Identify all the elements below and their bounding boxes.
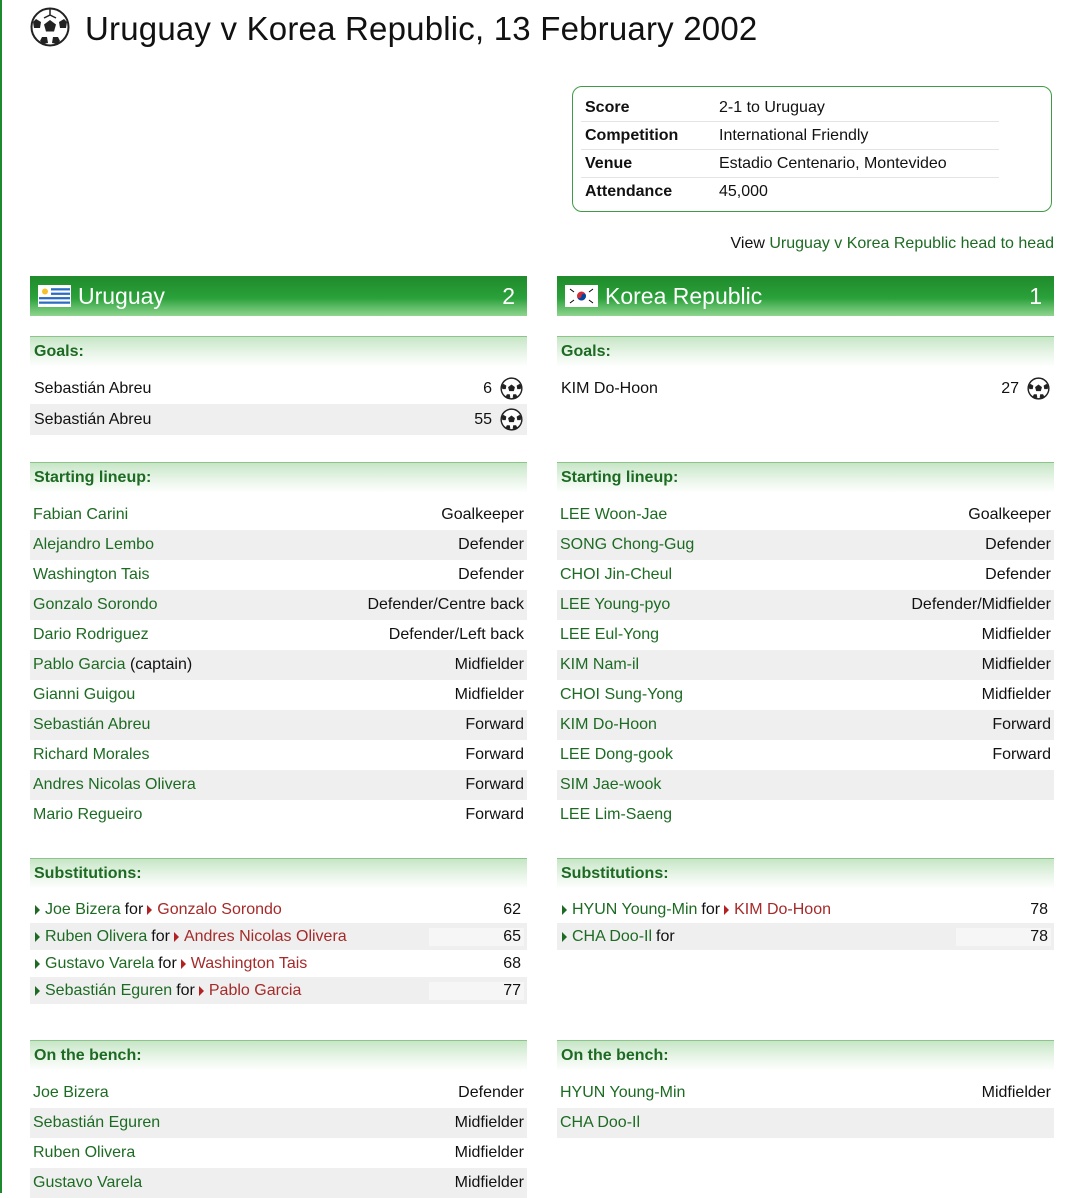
sub-out-arrow-icon [724,905,729,915]
substitution-row [30,950,527,977]
player-link[interactable]: Andres Nicolas Olivera [33,776,196,793]
page-header [30,8,757,50]
match-info-value: Estadio Centenario, Montevideo [715,150,999,178]
sub-out-arrow-icon [199,986,204,996]
sub-in-arrow-icon [562,905,567,915]
player-link[interactable]: KIM Nam-il [560,656,640,673]
match-info-value: 2-1 to Uruguay [715,94,999,122]
sub-in-player-link[interactable]: Sebastián Eguren [45,981,173,999]
player-link[interactable]: SONG Chong-Gug [560,536,695,553]
team-column-korea [557,276,1054,1138]
goal-scorer: Sebastián Abreu [34,410,152,428]
lineup-row [557,590,1054,620]
bench-player-link[interactable]: CHA Doo-Il [560,1114,641,1131]
sub-in-arrow-icon [35,986,40,996]
sub-for-label: for [176,981,195,999]
lineup-row [30,620,527,650]
sub-minute: 62 [503,900,521,918]
player-position: Midfielder [981,686,1051,703]
goal-row [30,373,527,404]
substitutions-heading: Substitutions: [557,858,1054,889]
substitutions-heading: Substitutions: [30,858,527,889]
player-position: Midfielder [454,686,524,703]
sub-for-label: for [151,927,170,945]
lineup-row [557,530,1054,560]
player-link[interactable]: Gonzalo Sorondo [33,596,158,613]
goal-scorer: Sebastián Abreu [34,379,152,397]
match-info-value: 45,000 [719,182,768,200]
player-position: Defender/Left back [388,626,524,643]
bench-player-link[interactable]: Joe Bizera [33,1084,109,1101]
player-note: (captain) [125,656,193,673]
player-link[interactable]: LEE Woon-Jae [560,506,668,523]
head-to-head-prefix: View [730,235,770,252]
sub-for-label: for [158,954,177,972]
player-position: Defender [458,536,524,553]
bench-player-link[interactable]: Sebastián Eguren [33,1114,161,1131]
player-link[interactable]: Richard Morales [33,746,150,763]
sub-minute: 65 [429,928,524,946]
match-info-label: Score [581,94,715,122]
player-link[interactable]: Gianni Guigou [33,686,136,703]
player-position: Forward [992,746,1051,763]
starting-lineup-heading: Starting lineup: [30,462,527,493]
lineup-row [557,620,1054,650]
lineup-row [30,590,527,620]
bench-player-position: Midfielder [454,1144,524,1161]
bench-row [557,1078,1054,1108]
goal-minute: 6 [483,379,492,397]
football-icon [1027,377,1050,400]
bench-player-link[interactable]: Gustavo Varela [33,1174,143,1191]
player-position: Forward [465,806,524,823]
korea-flag-icon [565,285,598,307]
player-position: Defender [458,566,524,583]
match-info-value: International Friendly [715,122,999,150]
sub-out-player-link[interactable]: Gonzalo Sorondo [157,900,282,918]
lineup-row [557,710,1054,740]
starting-lineup-heading: Starting lineup: [557,462,1054,493]
player-position: Forward [465,716,524,733]
team-header-bar [30,276,527,316]
lineup-row [30,650,527,680]
player-position: Defender/Centre back [367,596,524,613]
substitution-row [30,977,527,1004]
sub-in-player-link[interactable]: Joe Bizera [45,900,121,918]
bench-row [30,1168,527,1198]
player-link[interactable]: LEE Lim-Saeng [560,806,673,823]
match-info-row [581,178,999,206]
player-link[interactable]: Washington Tais [33,566,150,583]
lineup-row [30,770,527,800]
sub-minute: 68 [503,954,521,972]
lineup-row [557,800,1054,830]
player-link[interactable]: LEE Young-pyo [560,596,671,613]
player-position: Midfielder [981,656,1051,673]
team-name: Korea Republic [605,282,763,309]
sub-out-arrow-icon [174,932,179,942]
lineup-row [30,560,527,590]
sub-minute: 77 [429,982,524,1000]
player-link[interactable]: CHOI Jin-Cheul [560,566,673,583]
uruguay-flag-icon [38,285,71,307]
goal-row [30,404,527,435]
team-header-bar [557,276,1054,316]
sub-out-player-link[interactable]: KIM Do-Hoon [734,900,831,918]
player-link[interactable]: Fabian Carini [33,506,129,523]
player-position: Midfielder [454,656,524,673]
sub-out-arrow-icon [147,905,152,915]
player-position: Goalkeeper [968,506,1051,523]
substitution-row [30,923,527,950]
substitution-row [557,896,1054,923]
player-link[interactable]: LEE Eul-Yong [560,626,660,643]
match-info-table [581,94,999,205]
goals-heading: Goals: [557,336,1054,367]
lineup-row [30,800,527,830]
goal-minute: 27 [1001,379,1019,397]
player-position: Defender [985,566,1051,583]
player-position: Midfielder [981,626,1051,643]
sub-in-arrow-icon [562,932,567,942]
bench-row [557,1108,1054,1138]
match-info-label: Venue [581,150,715,178]
player-link[interactable]: Pablo Garcia [33,656,126,673]
bench-row [30,1078,527,1108]
player-link[interactable]: KIM Do-Hoon [560,716,657,733]
player-link[interactable]: Dario Rodriguez [33,626,149,643]
team-name: Uruguay [78,282,165,309]
lineup-row [30,680,527,710]
team-column-uruguay [30,276,527,1198]
goal-scorer: KIM Do-Hoon [561,379,658,397]
player-position: Defender/Midfielder [911,596,1051,613]
page-title: Uruguay v Korea Republic, 13 February 2002 [85,10,758,47]
lineup-row [557,770,1054,800]
bench-player-position: Defender [458,1084,524,1101]
football-icon [500,377,523,400]
football-icon [500,408,523,431]
player-position: Defender [985,536,1051,553]
lineup-row [30,710,527,740]
sub-in-arrow-icon [35,932,40,942]
lineup-row [30,500,527,530]
lineup-row [557,500,1054,530]
bench-player-position: Midfielder [454,1114,524,1131]
sub-in-player-link[interactable]: CHA Doo-Il [572,927,653,945]
match-info-label: Competition [581,122,715,150]
head-to-head-line [731,235,1054,253]
sub-for-label: for [656,927,675,945]
sub-in-player-link[interactable]: Ruben Olivera [45,927,148,945]
lineup-row [557,650,1054,680]
bench-player-position: Midfielder [981,1084,1051,1101]
player-position: Forward [992,716,1051,733]
bench-row [30,1108,527,1138]
match-info-box [572,86,1052,212]
match-info-row [581,94,999,122]
sub-minute: 78 [1030,900,1048,918]
player-link[interactable]: Sebastián Abreu [33,716,151,733]
head-to-head-link[interactable]: Uruguay v Korea Republic head to head [769,235,1054,252]
sub-in-player-link[interactable]: Gustavo Varela [45,954,155,972]
bench-heading: On the bench: [30,1040,527,1071]
lineup-row [557,680,1054,710]
sub-in-player-link[interactable]: HYUN Young-Min [572,900,698,918]
team-score: 1 [1029,282,1042,309]
lineup-row [30,740,527,770]
sub-out-player-link[interactable]: Pablo Garcia [208,981,302,999]
goal-minute: 55 [474,410,492,428]
lineup-row [557,560,1054,590]
substitution-row [30,896,527,923]
player-position: Forward [465,776,524,793]
player-link[interactable]: LEE Dong-gook [560,746,673,763]
football-icon [30,7,70,52]
substitution-row [557,923,1054,950]
goal-row [557,373,1054,404]
sub-out-player-link[interactable]: Washington Tais [190,954,308,972]
player-link[interactable]: SIM Jae-wook [560,776,662,793]
bench-player-link[interactable]: HYUN Young-Min [560,1084,686,1101]
player-position: Forward [465,746,524,763]
sub-out-arrow-icon [181,959,186,969]
match-info-label: Attendance [585,182,673,200]
sub-for-label: for [701,900,721,918]
sub-in-arrow-icon [35,959,40,969]
player-link[interactable]: Alejandro Lembo [33,536,154,553]
sub-for-label: for [124,900,144,918]
left-border-rule [0,0,2,1193]
goals-heading: Goals: [30,336,527,367]
bench-player-link[interactable]: Ruben Olivera [33,1144,136,1161]
match-info-row [581,122,999,150]
team-score: 2 [502,282,515,309]
sub-out-player-link[interactable]: Andres Nicolas Olivera [183,927,347,945]
bench-player-position: Midfielder [454,1174,524,1191]
player-link[interactable]: CHOI Sung-Yong [560,686,684,703]
match-info-row [581,150,999,178]
player-position: Goalkeeper [441,506,524,523]
lineup-row [557,740,1054,770]
bench-heading: On the bench: [557,1040,1054,1071]
sub-in-arrow-icon [35,905,40,915]
lineup-row [30,530,527,560]
player-link[interactable]: Mario Regueiro [33,806,143,823]
bench-row [30,1138,527,1168]
sub-minute: 78 [956,928,1051,946]
